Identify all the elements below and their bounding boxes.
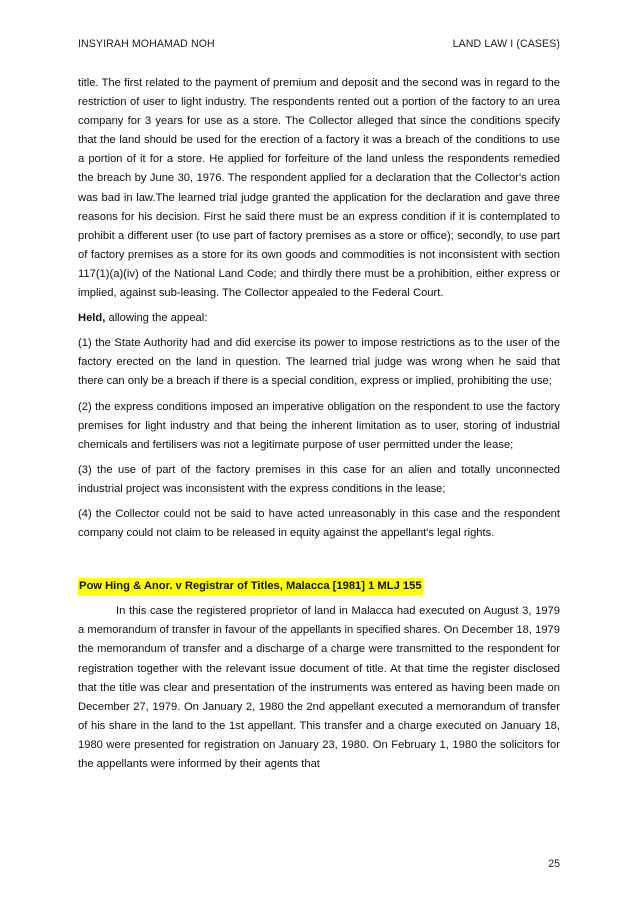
case-heading-line <box>78 577 560 596</box>
header-course: LAND LAW I (CASES) <box>452 38 560 50</box>
holding-4: (4) the Collector could not be said to have acted unreasonably in this case and the respondent company could not claim to be released in equity against the appellant's legal rights. <box>78 507 560 540</box>
case-facts-paragraph: title. The first related to the payment of premium and deposit and the second was in regard to the restriction of user to light industry. The respondents rented out a portion of the factory to an urea company for 3 years for use as a store. The Collector alleged that since the conditions specify that the land should be used for the erection of a factory it was a breach of the conditions to use a portion of it for a store. He applied for forfeiture of the land unless the respondents remedied the breach by June 30, 1976. The respondent applied for a declaration that the Collector's action was bad in law.The learned trial judge granted the application for the declaration and gave three reasons for his decision. First he said there must be an express condition if it is contemplated to prohibit a different user (to use part of factory premises as a store or office); secondly, to use part of factory premises as a store for its own goods and commodities is not inconsistent with section 117(1)(a)(iv) of the National Land Code; and thirdly there must be a prohibition, either express or implied, against sub-leasing. The Collector appealed to the Federal Court. <box>78 77 560 300</box>
page-body <box>78 74 560 774</box>
page-header <box>78 38 560 52</box>
held-rest: allowing the appeal: <box>105 312 208 325</box>
held-line <box>78 309 560 328</box>
page-number: 25 <box>548 858 560 870</box>
header-author: INSYIRAH MOHAMAD NOH <box>78 38 215 50</box>
holding-2: (2) the express conditions imposed an imperative obligation on the respondent to use the factory premises for light industry and that being the inherent limitation as to user, storing of industrial chemicals and fertilisers was not a legitimate purpose of user permitted under the lease; <box>78 400 560 451</box>
case-summary-paragraph: In this case the registered proprietor of land in Malacca had executed on August 3, 1979 a memorandum of transfer in favour of the appellants in specified shares. On December 18, 1979 the memorandum of transfer and a discharge of a charge were transmitted to the respondent for registration together with the relevant issue document of title. At that time the register disclosed that the title was clear and presentation of the instruments was entered as having been made on December 27, 1979. On January 2, 1980 the 2nd appellant executed a memorandum of transfer of his share in the land to the 1st appellant. This transfer and a charge executed on January 18, 1980 were presented for registration on January 23, 1980. On February 1, 1980 the solicitors for the appellants were informed by their agents that <box>78 605 560 770</box>
holding-3: (3) the use of part of the factory premises in this case for an alien and totally unconnected industrial project was inconsistent with the express conditions in the lease; <box>78 463 560 495</box>
case-heading: Pow Hing & Anor. v Registrar of Titles, Malacca [1981] 1 MLJ 155 <box>78 578 423 595</box>
holding-1: (1) the State Authority had and did exercise its power to impose restrictions as to the user of the factory erected on the land in question. The learned trial judge was wrong when he said that there can only be a breach if there is a special condition, express or implied, prohibiting the use; <box>78 337 560 388</box>
held-label: Held, <box>78 312 106 325</box>
